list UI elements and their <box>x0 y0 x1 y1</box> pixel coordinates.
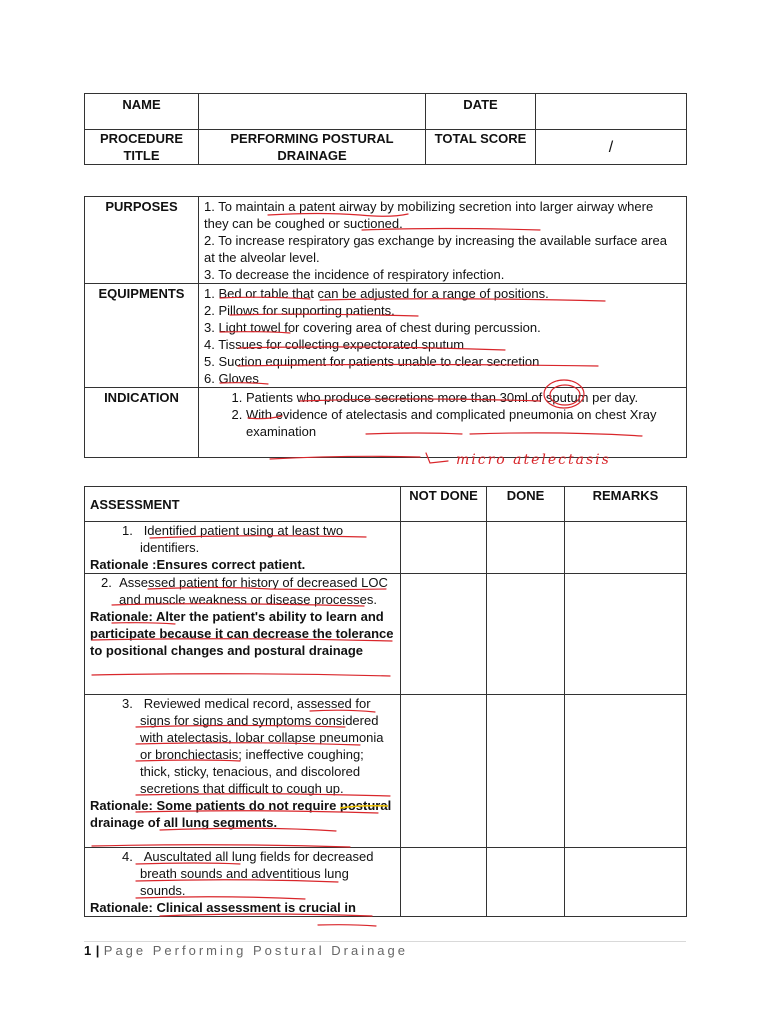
purpose-line: 3. To decrease the incidence of respiratory infection. <box>204 267 505 282</box>
assessment-header: ASSESSMENT <box>85 487 401 522</box>
indication-item: 2. With evidence of atelectasis and complicated pneumonia on chest Xray examination <box>246 406 681 440</box>
purposes-content <box>199 197 687 284</box>
equipment-line: 4. Tissues for collecting expectorated sputum <box>204 337 465 352</box>
purpose-line: 2. To increase respiratory gas exchange by increasing the available surface area at the alveolar level. <box>204 233 667 265</box>
remarks-field[interactable] <box>565 848 687 917</box>
assessment-step <box>90 522 395 556</box>
equipments-label: EQUIPMENTS <box>85 284 199 388</box>
assessment-cell <box>85 522 401 574</box>
done-checkbox[interactable] <box>487 695 565 848</box>
equipments-content <box>199 284 687 388</box>
handwritten-note: micro atelectasis <box>456 452 611 468</box>
done-checkbox[interactable] <box>487 574 565 695</box>
assessment-cell <box>85 848 401 917</box>
done-checkbox[interactable] <box>487 522 565 574</box>
table-row <box>85 848 687 917</box>
table-row <box>85 695 687 848</box>
underline-stroke <box>318 925 376 926</box>
info-table <box>84 196 687 458</box>
footer-separator: | <box>95 943 100 958</box>
assessment-step <box>90 695 395 797</box>
step-text: Auscultated all lung fields for decreased breath sounds and adventitious lung sounds. <box>140 849 374 898</box>
equipment-line: 2. Pillows for supporting patients. <box>204 303 395 318</box>
not-done-checkbox[interactable] <box>401 522 487 574</box>
header-table <box>84 93 687 165</box>
assessment-step <box>90 848 395 899</box>
indication-list <box>204 389 681 440</box>
remarks-header: REMARKS <box>565 487 687 522</box>
assessment-step <box>90 574 395 608</box>
remarks-field[interactable] <box>565 695 687 848</box>
table-row <box>85 574 687 695</box>
rationale-text: Rationale: Some patients do not require postural drainage of all lung segments. <box>90 798 392 830</box>
page-footer <box>84 941 686 964</box>
indication-content <box>199 388 687 458</box>
not-done-checkbox[interactable] <box>401 695 487 848</box>
remarks-field[interactable] <box>565 574 687 695</box>
rationale-text: Rationale: Alter the patient's ability to learn and participate because it can decrease the tolerance to positional changes and postural drainage <box>90 609 394 658</box>
total-score-label: TOTAL SCORE <box>426 130 536 165</box>
step-number: 1. <box>122 523 133 538</box>
name-label: NAME <box>85 94 199 130</box>
equipment-line: 3. Light towel for covering area of chest during percussion. <box>204 320 541 335</box>
purpose-line: 1. To maintain a patent airway by mobilizing secretion into larger airway where they can be coughed or suctioned. <box>204 199 654 231</box>
not-done-checkbox[interactable] <box>401 574 487 695</box>
not-done-header: NOT DONE <box>401 487 487 522</box>
procedure-title-label: PROCEDURE TITLE <box>85 130 199 165</box>
step-text: Reviewed medical record, assessed for signs for signs and symptoms considered with atelectasis, lobar collapse pneumonia or bronchiectasis; ineffective coughing; thick, sticky, tenacious, and discolored secretions that difficult to cough up. <box>140 696 384 796</box>
remarks-field[interactable] <box>565 522 687 574</box>
total-score-value: / <box>536 130 687 165</box>
assessment-table <box>84 486 687 917</box>
step-number: 4. <box>122 849 133 864</box>
equipment-line: 5. Suction equipment for patients unable to clear secretion <box>204 354 540 369</box>
step-number: 2. <box>101 575 112 590</box>
assessment-cell <box>85 695 401 848</box>
indication-label: INDICATION <box>85 388 199 458</box>
not-done-checkbox[interactable] <box>401 848 487 917</box>
indication-item: 1. Patients who produce secretions more than 30ml of sputum per day. <box>246 389 681 406</box>
done-header: DONE <box>487 487 565 522</box>
done-checkbox[interactable] <box>487 848 565 917</box>
purposes-label: PURPOSES <box>85 197 199 284</box>
rationale-text: Rationale: Clinical assessment is crucial in <box>90 900 356 915</box>
step-text: Identified patient using at least two identifiers. <box>140 523 344 555</box>
name-field[interactable] <box>199 94 426 130</box>
date-label: DATE <box>426 94 536 130</box>
assessment-cell <box>85 574 401 695</box>
step-number: 3. <box>122 696 133 711</box>
equipment-line: 6. Gloves <box>204 371 259 386</box>
footer-text: Page Performing Postural Drainage <box>103 943 409 958</box>
rationale-text: Rationale :Ensures correct patient. <box>90 557 306 572</box>
procedure-title-value: PERFORMING POSTURAL DRAINAGE <box>199 130 426 165</box>
date-field[interactable] <box>536 94 687 130</box>
equipment-line: 1. Bed or table that can be adjusted for a range of positions. <box>204 286 549 301</box>
table-row <box>85 522 687 574</box>
step-text: Assessed patient for history of decreased LOC and muscle weakness or disease processes. <box>119 575 388 607</box>
page-number: 1 <box>84 943 92 958</box>
